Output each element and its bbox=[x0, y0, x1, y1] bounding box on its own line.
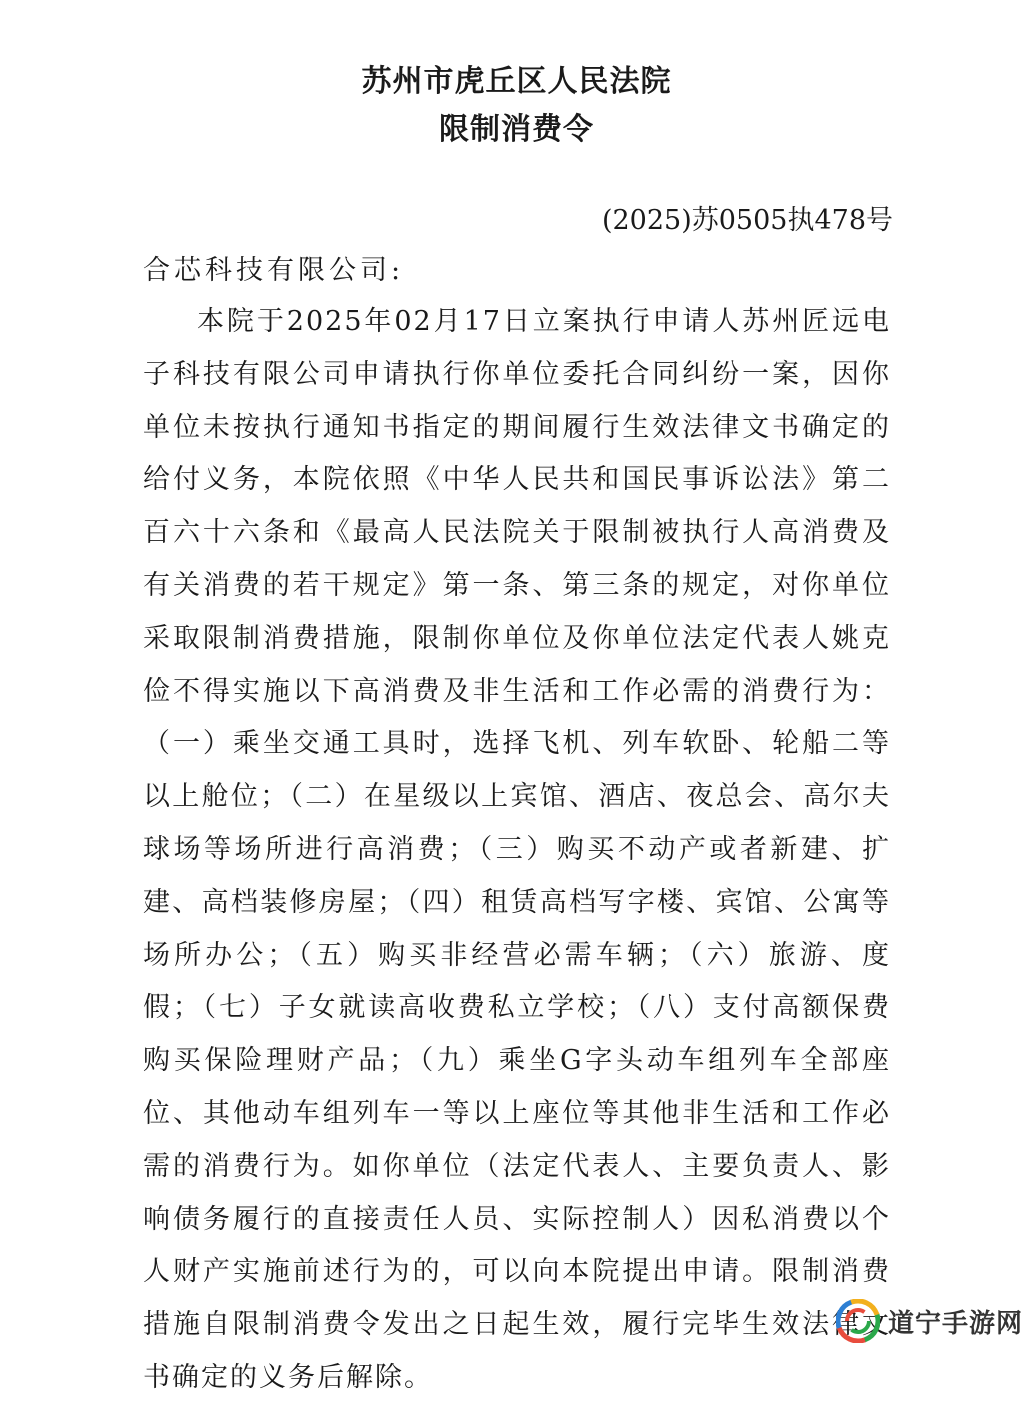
body-paragraph: 本院于2025年02月17日立案执行申请人苏州匠远电子科技有限公司申请执行你单位委托合同纠纷一案，因你单位未按执行通知书指定的期间履行生效法律文书确定的给付义务，本院依照《中华人民共和国民事诉讼法》第二百六十六条和《最高人民法院关于限制被执行人高消费及有关消费的若干规定》第一条、第三条的规定，对你单位采取限制消费措施，限制你单位及你单位法定代表人姚克俭不得实施以下高消费及非生活和工作必需的消费行为：（一）乘坐交通工具时，选择飞机、列车软卧、轮船二等以上舱位；（二）在星级以上宾馆、酒店、夜总会、高尔夫球场等场所进行高消费；（三）购买不动产或者新建、扩建、高档装修房屋；（四）租赁高档写字楼、宾馆、公寓等场所办公；（五）购买非经营必需车辆；（六）旅游、度假；（七）子女就读高收费私立学校；（八）支付高额保费购买保险理财产品；（九）乘坐G字头动车组列车全部座位、其他动车组列车一等以上座位等其他非生活和工作必需的消费行为。如你单位（法定代表人、主要负责人、影响债务履行的直接责任人员、实际控制人）因私消费以个人财产实施前述行为的，可以向本院提出申请。限制消费措施自限制消费令发出之日起生效，履行完毕生效法律文书确定的义务后解除。 bbox=[143, 306, 891, 1393]
swirl-logo-icon bbox=[836, 1299, 880, 1343]
watermark-text: 道宁手游网 bbox=[887, 1308, 1023, 1339]
addressee: 合芯科技有限公司: bbox=[143, 255, 405, 286]
watermark bbox=[836, 1299, 1023, 1343]
case-number: (2025)苏0505执478号 bbox=[601, 205, 893, 236]
document-title: 限制消费令 bbox=[439, 112, 594, 147]
court-name: 苏州市虎丘区人民法院 bbox=[361, 64, 672, 99]
